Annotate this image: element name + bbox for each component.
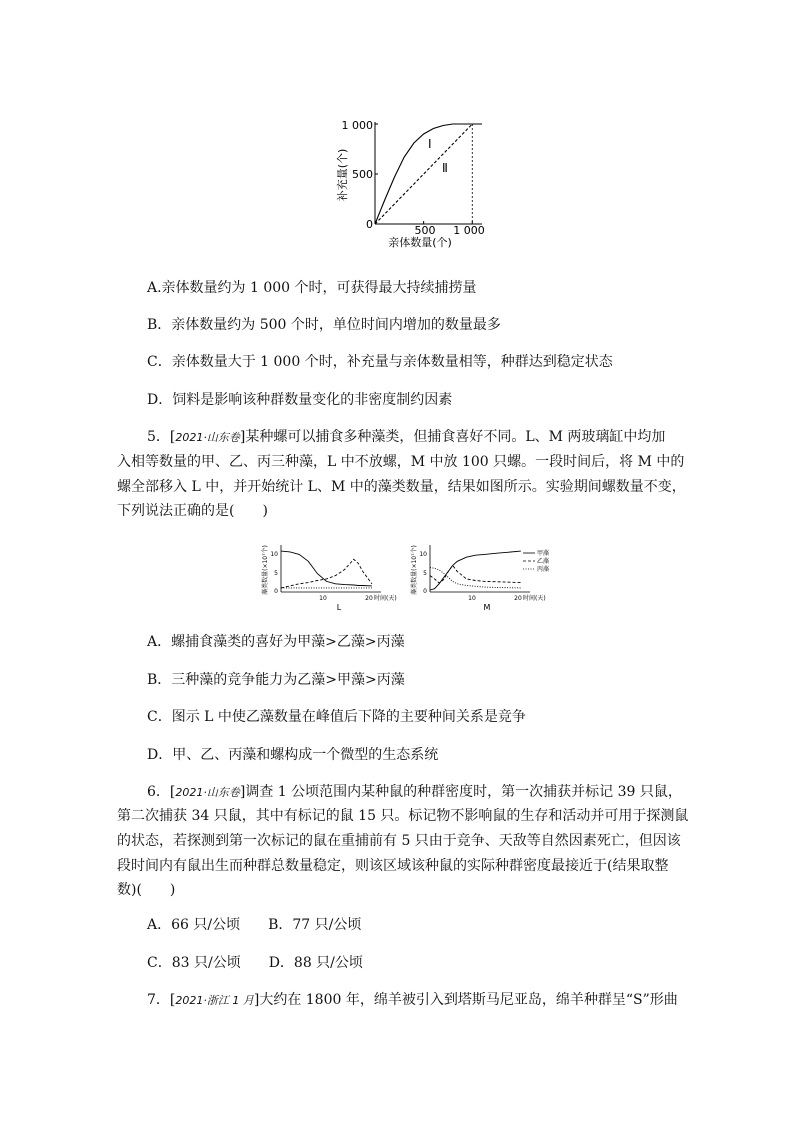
fig2-legend-jia: 甲藻 [537, 550, 550, 557]
q6-stem-line-1 [147, 782, 682, 803]
q6-source: 2021·山东卷 [175, 786, 240, 799]
q5-source: 2021·山东卷 [175, 431, 240, 444]
q7-line-1-text: ]大约在 1800 年，绵羊被引入到塔斯马尼亚岛，绵羊种群呈“S”形曲 [253, 992, 678, 1008]
q6-stem-line-3: 的状态，若探测到第一次标记的鼠在重捕前有 5 只由于竞争、天敌等自然因素死亡，但因该 [117, 833, 681, 849]
q5-option-a: A．螺捕食藻类的喜好为甲藻>乙藻>丙藻 [147, 634, 405, 650]
fig2-L-series-jia-line [281, 551, 372, 586]
fig2-M-x-tick-20: 20 [514, 595, 522, 602]
fig2-L-y-axis-label: 藻类数量(×10⁷个) [262, 545, 269, 595]
recruitment-curve-chart [330, 112, 510, 252]
algae-population-chart [255, 538, 565, 618]
fig2-M-x-tick-10: 10 [468, 595, 476, 602]
fig1-y-tick-500: 500 [352, 168, 373, 181]
fig2-M-y-tick-0: 0 [423, 588, 427, 595]
fig2-L-y-tick-5: 5 [274, 570, 278, 577]
q6-stem-line-5: 数)( ) [117, 882, 176, 898]
q7-source: 2021·浙江 1 月 [175, 994, 254, 1007]
fig1-curve-label-I: Ⅰ [428, 137, 432, 151]
fig2-L-x-axis-label: 时间(天) [374, 595, 397, 602]
q5-option-b: B．三种藻的竞争能力为乙藻>甲藻>丙藻 [147, 672, 405, 688]
fig1-x-tick-500: 500 [414, 224, 436, 237]
q5-stem-line-1 [147, 427, 665, 448]
q6-stem-line-4: 段时间内有鼠出生而种群总数量稳定，则该区域该种鼠的实际种群密度最接近于(结果取整 [117, 858, 669, 874]
fig1-curve-label-II: Ⅱ [442, 161, 448, 175]
fig1-x-tick-1000: 1 000 [453, 224, 485, 237]
q5-stem-line-4: 下列说法正确的是( ) [117, 503, 268, 519]
q5-line-1-text: ]某种螺可以捕食多种藻类，但捕食喜好不同。L、M 两玻璃缸中均加 [239, 429, 666, 445]
fig2-panel-M: M [483, 603, 491, 612]
fig2-legend-yi: 乙藻 [537, 558, 550, 565]
q6-options-row-1: A．66 只/公顷 B．77 只/公顷 [147, 917, 362, 933]
q5-option-c: C．图示 L 中使乙藻数量在峰值后下降的主要种间关系是竞争 [147, 709, 526, 725]
fig1-series-II-line [375, 124, 472, 224]
q4-option-c: C．亲体数量大于 1 000 个时，补充量与亲体数量相等，种群达到稳定状态 [147, 354, 613, 370]
q5-stem-line-3: 螺全部移入 L 中，并开始统计 L、M 中的藻类数量，结果如图所示。实验期间螺数量不变， [117, 479, 686, 495]
fig2-M-series-jia-line [430, 551, 521, 590]
q4-option-d: D．饲料是影响该种群数量变化的非密度制约因素 [147, 392, 453, 408]
q7-number: 7．[ [147, 992, 176, 1008]
fig1-y-tick-1000: 1 000 [341, 119, 373, 132]
q4-option-b: B．亲体数量约为 500 个时，单位时间内增加的数量最多 [147, 317, 501, 333]
fig2-L-y-tick-10: 10 [270, 551, 278, 558]
fig2-M-series-yi-line [430, 565, 521, 583]
q6-number: 6．[ [147, 784, 176, 800]
q4-option-a: A.亲体数量约为 1 000 个时，可获得最大持续捕捞量 [147, 280, 477, 296]
fig2-L-x-tick-20: 20 [365, 595, 373, 602]
q6-line-1-text: ]调查 1 公顷范围内某种鼠的种群密度时，第一次捕获并标记 39 只鼠， [239, 784, 682, 800]
fig1-y-tick-0: 0 [366, 218, 373, 231]
fig1-y-axis-label: 补充量(个) [336, 148, 349, 202]
q6-stem-line-2: 第二次捕获 34 只鼠，其中有标记的鼠 15 只。标记物不影响鼠的生存和活动并可用于探测鼠 [117, 808, 689, 824]
fig2-M-y-tick-5: 5 [423, 570, 427, 577]
fig2-L-x-tick-10: 10 [319, 595, 327, 602]
q6-options-row-2: C．83 只/公顷 D．88 只/公顷 [147, 955, 363, 971]
fig2-L-y-tick-0: 0 [274, 588, 278, 595]
q5-number: 5．[ [147, 429, 176, 445]
q5-option-d: D．甲、乙、丙藻和螺构成一个微型的生态系统 [147, 747, 439, 763]
fig2-panel-L: L [336, 603, 342, 612]
q7-stem-line-1 [147, 990, 678, 1011]
fig2-M-x-axis-label: 时间(天) [523, 595, 546, 602]
fig2-M-y-axis-label: 藻类数量(×10⁷个) [411, 545, 418, 595]
fig2-L-series-yi-line [281, 559, 372, 588]
fig1-x-axis-label: 亲体数量(个) [388, 236, 452, 249]
fig2-legend-bing: 丙藻 [537, 566, 550, 573]
fig2-M-y-tick-10: 10 [419, 551, 427, 558]
q5-stem-line-2: 入相等数量的甲、乙、丙三种藻，L 中不放螺，M 中放 100 只螺。一段时间后，将 M 中的 [117, 454, 685, 470]
